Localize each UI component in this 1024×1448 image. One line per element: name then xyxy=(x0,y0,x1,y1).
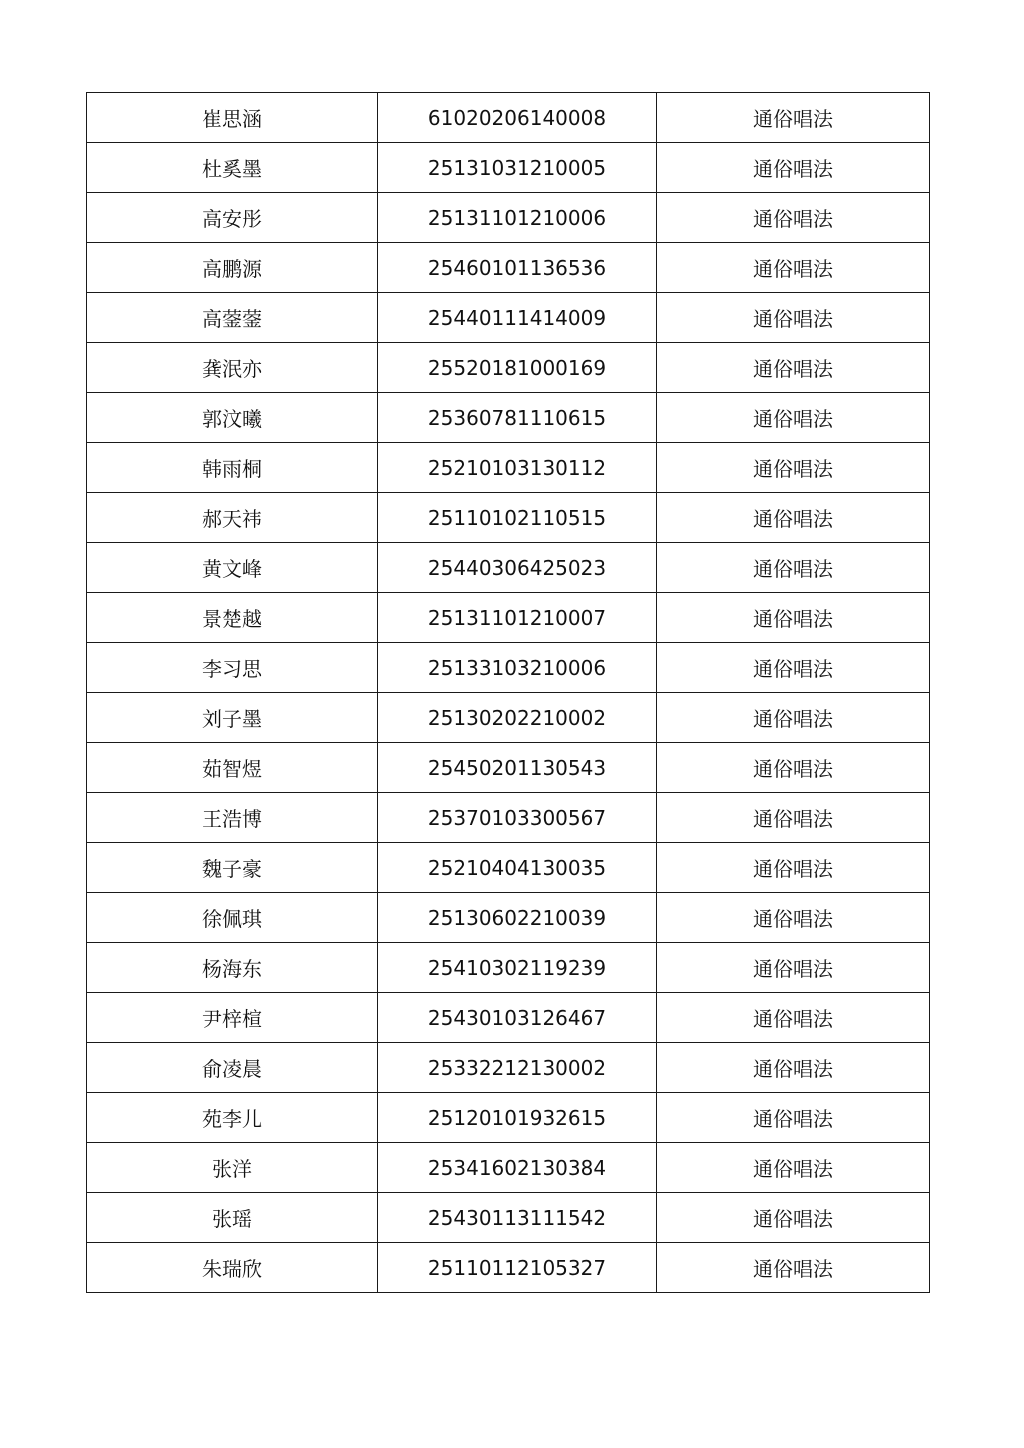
category-cell: 通俗唱法 xyxy=(657,343,930,393)
category-cell: 通俗唱法 xyxy=(657,1143,930,1193)
student-name-cell: 龚泯亦 xyxy=(87,343,378,393)
table-row xyxy=(87,443,930,493)
category-cell: 通俗唱法 xyxy=(657,1093,930,1143)
student-name-cell: 俞凌晨 xyxy=(87,1043,378,1093)
exam-id-cell: 25131031210005 xyxy=(378,143,657,193)
student-name-cell: 杨海东 xyxy=(87,943,378,993)
category-cell: 通俗唱法 xyxy=(657,393,930,443)
table-row xyxy=(87,393,930,443)
category-cell: 通俗唱法 xyxy=(657,143,930,193)
category-cell: 通俗唱法 xyxy=(657,993,930,1043)
exam-id-cell: 25133103210006 xyxy=(378,643,657,693)
student-name-cell: 王浩博 xyxy=(87,793,378,843)
table-row xyxy=(87,293,930,343)
student-name-cell: 朱瑞欣 xyxy=(87,1243,378,1293)
exam-id-cell: 25440111414009 xyxy=(378,293,657,343)
category-cell: 通俗唱法 xyxy=(657,843,930,893)
category-cell: 通俗唱法 xyxy=(657,643,930,693)
category-cell: 通俗唱法 xyxy=(657,243,930,293)
student-name-cell: 郭汶曦 xyxy=(87,393,378,443)
exam-id-cell: 25450201130543 xyxy=(378,743,657,793)
exam-id-cell: 25370103300567 xyxy=(378,793,657,843)
table-row xyxy=(87,743,930,793)
table-row xyxy=(87,693,930,743)
roster-table xyxy=(86,92,930,1293)
student-name-cell: 魏子豪 xyxy=(87,843,378,893)
category-cell: 通俗唱法 xyxy=(657,493,930,543)
exam-id-cell: 25131101210006 xyxy=(378,193,657,243)
exam-id-cell: 25332212130002 xyxy=(378,1043,657,1093)
category-cell: 通俗唱法 xyxy=(657,743,930,793)
student-name-cell: 高鹏源 xyxy=(87,243,378,293)
table-row xyxy=(87,1243,930,1293)
category-cell: 通俗唱法 xyxy=(657,1193,930,1243)
exam-id-cell: 25430113111542 xyxy=(378,1193,657,1243)
student-name-cell: 高安彤 xyxy=(87,193,378,243)
exam-id-cell: 25120101932615 xyxy=(378,1093,657,1143)
exam-id-cell: 25110102110515 xyxy=(378,493,657,543)
student-name-cell: 杜奚墨 xyxy=(87,143,378,193)
category-cell: 通俗唱法 xyxy=(657,593,930,643)
table-row xyxy=(87,143,930,193)
student-name-cell: 刘子墨 xyxy=(87,693,378,743)
exam-id-cell: 25440306425023 xyxy=(378,543,657,593)
exam-id-cell: 25360781110615 xyxy=(378,393,657,443)
category-cell: 通俗唱法 xyxy=(657,543,930,593)
table-row xyxy=(87,593,930,643)
table-row xyxy=(87,1043,930,1093)
category-cell: 通俗唱法 xyxy=(657,293,930,343)
table-row xyxy=(87,1143,930,1193)
category-cell: 通俗唱法 xyxy=(657,443,930,493)
exam-id-cell: 25430103126467 xyxy=(378,993,657,1043)
student-name-cell: 郝天祎 xyxy=(87,493,378,543)
category-cell: 通俗唱法 xyxy=(657,93,930,143)
category-cell: 通俗唱法 xyxy=(657,793,930,843)
exam-id-cell: 25131101210007 xyxy=(378,593,657,643)
category-cell: 通俗唱法 xyxy=(657,1243,930,1293)
table-row xyxy=(87,793,930,843)
exam-id-cell: 25130602210039 xyxy=(378,893,657,943)
table-row xyxy=(87,943,930,993)
student-name-cell: 徐佩琪 xyxy=(87,893,378,943)
category-cell: 通俗唱法 xyxy=(657,893,930,943)
table-row xyxy=(87,893,930,943)
exam-id-cell: 61020206140008 xyxy=(378,93,657,143)
category-cell: 通俗唱法 xyxy=(657,693,930,743)
table-row xyxy=(87,543,930,593)
student-name-cell: 高蓥蓥 xyxy=(87,293,378,343)
exam-id-cell: 25210404130035 xyxy=(378,843,657,893)
table-row xyxy=(87,993,930,1043)
student-name-cell: 苑李儿 xyxy=(87,1093,378,1143)
table-row xyxy=(87,343,930,393)
exam-id-cell: 25410302119239 xyxy=(378,943,657,993)
student-name-cell: 张瑶 xyxy=(87,1193,378,1243)
student-name-cell: 尹梓楦 xyxy=(87,993,378,1043)
table-row xyxy=(87,243,930,293)
student-name-cell: 茹智煜 xyxy=(87,743,378,793)
student-name-cell: 景楚越 xyxy=(87,593,378,643)
category-cell: 通俗唱法 xyxy=(657,193,930,243)
table-row xyxy=(87,843,930,893)
category-cell: 通俗唱法 xyxy=(657,1043,930,1093)
exam-id-cell: 25110112105327 xyxy=(378,1243,657,1293)
exam-id-cell: 25130202210002 xyxy=(378,693,657,743)
table-row xyxy=(87,643,930,693)
student-name-cell: 李习思 xyxy=(87,643,378,693)
table-row xyxy=(87,493,930,543)
student-name-cell: 崔思涵 xyxy=(87,93,378,143)
student-name-cell: 韩雨桐 xyxy=(87,443,378,493)
student-name-cell: 张洋 xyxy=(87,1143,378,1193)
roster-body xyxy=(87,93,930,1293)
student-name-cell: 黄文峰 xyxy=(87,543,378,593)
table-row xyxy=(87,93,930,143)
table-row xyxy=(87,1193,930,1243)
category-cell: 通俗唱法 xyxy=(657,943,930,993)
exam-id-cell: 25520181000169 xyxy=(378,343,657,393)
table-row xyxy=(87,193,930,243)
exam-id-cell: 25210103130112 xyxy=(378,443,657,493)
table-row xyxy=(87,1093,930,1143)
exam-id-cell: 25460101136536 xyxy=(378,243,657,293)
exam-id-cell: 25341602130384 xyxy=(378,1143,657,1193)
